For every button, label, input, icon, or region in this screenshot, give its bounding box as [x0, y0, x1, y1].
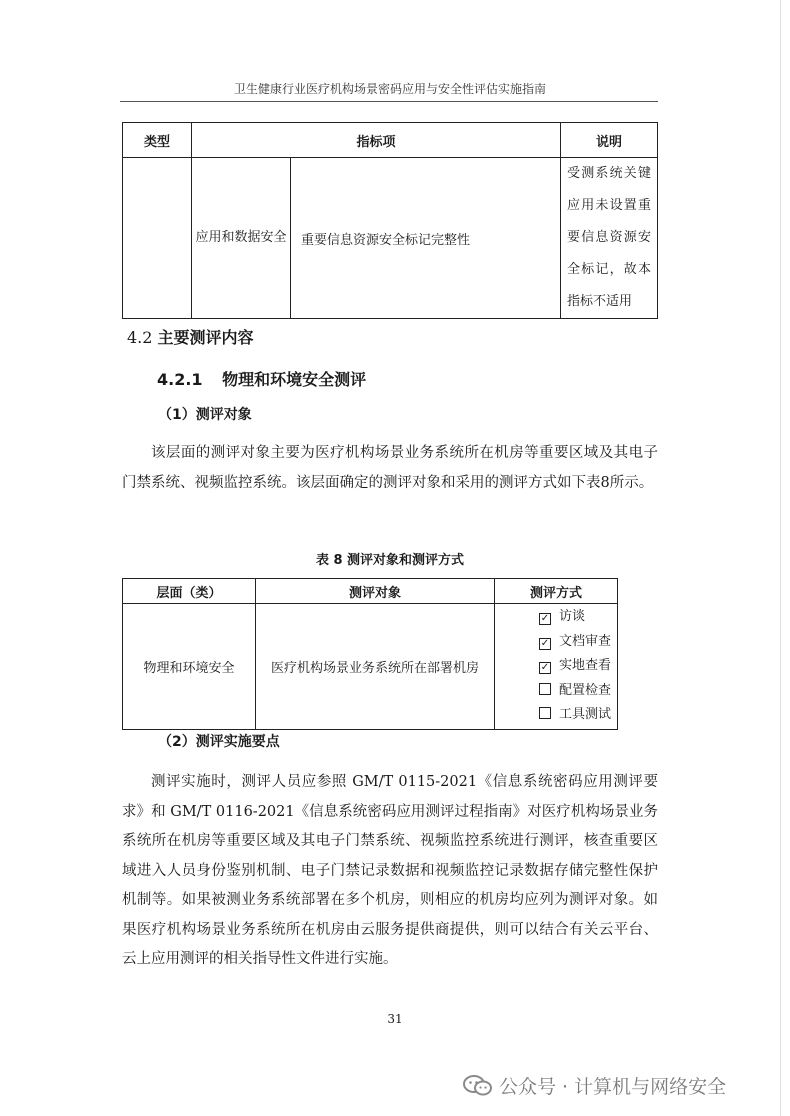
section-number: 4.2: [127, 328, 153, 347]
header-object: 测评对象: [256, 579, 495, 604]
header-layer: 层面（类）: [123, 579, 256, 604]
table-caption: 表 8 测评对象和测评方式: [315, 553, 465, 568]
checkbox-icon: [539, 707, 551, 719]
category-cell: 应用和数据安全: [192, 158, 291, 319]
table-row: [123, 604, 618, 730]
wechat-icon: [463, 1075, 493, 1097]
checkbox-icon: ✓: [540, 613, 550, 624]
section-4-2-1-heading: [157, 367, 366, 390]
method-item: ✓ 实地查看: [540, 658, 612, 673]
watermark-text: 公众号 · 计算机与网络安全: [499, 1076, 727, 1098]
checkbox-icon: ✓: [540, 662, 550, 673]
running-header: 卫生健康行业医疗机构场景密码应用与安全性评估实施指南: [233, 82, 546, 96]
header-rule: [120, 101, 658, 102]
test-method-table: [122, 578, 618, 730]
page-edge-line: [780, 0, 781, 1116]
watermark: [463, 1072, 726, 1099]
method-item: 工具测试: [539, 703, 616, 728]
type-cell: [123, 158, 192, 319]
layer-cell: 物理和环境安全: [123, 604, 256, 730]
section-title: 物理和环境安全测评: [222, 370, 367, 389]
paragraph-test-object: 该层面的测评对象主要为医疗机构场景业务系统所在机房等重要区域及其电子门禁系统、视频监控系统。该层面确定的测评对象和采用的测评方式如下表8所示。: [122, 445, 658, 491]
table-header-row: [123, 123, 658, 158]
paragraph-key-points: 测评实施时，测评人员应参照 GM/T 0115-2021《信息系统密码应用测评要求》和 GM/T 0116-2021《信息系统密码应用测评过程指南》对医疗机构场景业务系统所在机房等重要区域及其电子门禁系统、视频监控系统进行测评，核查重要区域进入人员身份鉴别机制、电子门禁记录数据和视频监控记录数据存储完整性保护机制等。如果被测业务系统部署在多个机房，则相应的机房均应列为测评对象。如果医疗机构场景业务系统所在机房由云服务提供商提供，则可以结合有关云平台、云上应用测评的相关指导性文件进行实施。: [122, 774, 658, 967]
checkbox-icon: [539, 683, 551, 695]
page-number: 31: [387, 1012, 403, 1026]
method-item: ✓ 访谈: [540, 609, 586, 624]
checkbox-icon: ✓: [540, 637, 550, 649]
section-title: 主要测评内容: [157, 328, 254, 347]
header-indicator: 指标项: [192, 123, 561, 158]
header-note: 说明: [561, 123, 658, 158]
method-item: 配置检查: [539, 679, 616, 704]
methods-cell: [495, 604, 618, 730]
note-cell: 受测系统关键应用未设置重要信息资源安全标记，故本指标不适用: [561, 158, 658, 319]
subheading-key-points: （2）测评实施要点: [158, 734, 280, 750]
object-cell: 医疗机构场景业务系统所在部署机房: [256, 604, 495, 730]
indicator-table: [122, 122, 658, 319]
header-type: 类型: [123, 123, 192, 158]
section-4-2-heading: [127, 325, 254, 348]
table-row: [123, 158, 658, 319]
section-number: 4.2.1: [157, 370, 203, 389]
header-method: 测评方式: [495, 579, 618, 604]
subheading-test-object: （1）测评对象: [158, 407, 252, 423]
table-header-row: [123, 579, 618, 604]
indicator-cell: 重要信息资源安全标记完整性: [291, 158, 561, 319]
method-item: ✓ 文档审查: [540, 633, 612, 649]
